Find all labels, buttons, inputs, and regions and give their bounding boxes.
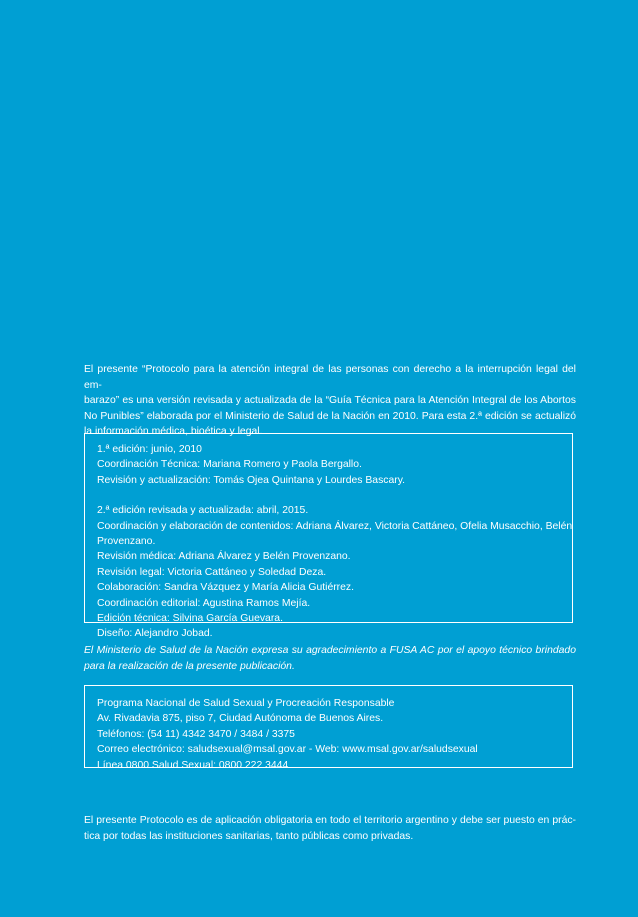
closing-line: El presente Protocolo es de aplicación obligatoria en todo el territorio argentino y debe ser puesto en prác- [84,815,576,826]
credit-line: Edición técnica: Silvina García Guevara. [97,613,283,625]
acknowledgement-line: El Ministerio de Salud de la Nación expresa su agradecimiento a FUSA AC por el apoyo técnico brindado [84,645,576,656]
contact-box [84,685,573,771]
intro-line: El presente “Protocolo para la atención integral de las personas con derecho a la interrupción legal del em- [84,364,576,391]
credit-line: Coordinación y elaboración de contenidos: Adriana Álvarez, Victoria Cattáneo, Ofelia Musacchio, Belén [97,520,573,532]
credit-line: 2.ª edición revisada y actualizada: abril, 2015. [97,505,309,517]
intro-paragraph [84,362,576,440]
contact-line: Programa Nacional de Salud Sexual y Procreación Responsable [97,698,395,709]
credit-line: 1.ª edición: junio, 2010 [97,444,202,455]
intro-line: la información médica, bioética y legal. [84,426,263,438]
contact-line: Línea 0800 Salud Sexual: 0800 222 3444 [97,759,289,771]
acknowledgement-paragraph [84,643,576,674]
closing-line: tica por todas las instituciones sanitarias, tanto públicas como privadas. [84,830,414,842]
first-edition-credits [97,442,560,488]
credits-box [84,433,573,640]
intro-line: No Punibles” elaborada por el Ministerio de Salud de la Nación en 2010. Para esta 2.ª edición se actualizó [84,410,576,422]
second-edition-credits [97,503,573,642]
credit-line: Coordinación editorial: Agustina Ramos Mejía. [97,597,311,609]
contact-email-web: Correo electrónico: saludsexual@msal.gov.ar - Web: www.msal.gov.ar/saludsexual [97,744,478,756]
credit-line: Coordinación Técnica: Mariana Romero y Paola Bergallo. [97,459,362,471]
contact-line: Av. Rivadavia 875, piso 7, Ciudad Autónoma de Buenos Aires. [97,713,384,725]
credits-spacer [97,488,560,503]
intro-line: barazo” es una versión revisada y actualizada de la “Guía Técnica para la Atención Integral de los Abortos [84,395,576,407]
closing-paragraph [84,813,576,844]
acknowledgement-line: para la realización de la presente publicación. [84,660,295,672]
credit-line: Provenzano. [97,536,156,548]
credit-line: Revisión legal: Victoria Cattáneo y Soledad Deza. [97,566,327,578]
credit-line: Revisión médica: Adriana Álvarez y Belén Provenzano. [97,551,351,563]
credit-line: Revisión y actualización: Tomás Ojea Quintana y Lourdes Bascary. [97,474,406,486]
credit-line: Diseño: Alejandro Jobad. [97,628,213,640]
credit-line: Colaboración: Sandra Vázquez y María Alicia Gutiérrez. [97,582,355,594]
contact-line: Teléfonos: (54 11) 4342 3470 / 3484 / 3375 [97,728,295,740]
